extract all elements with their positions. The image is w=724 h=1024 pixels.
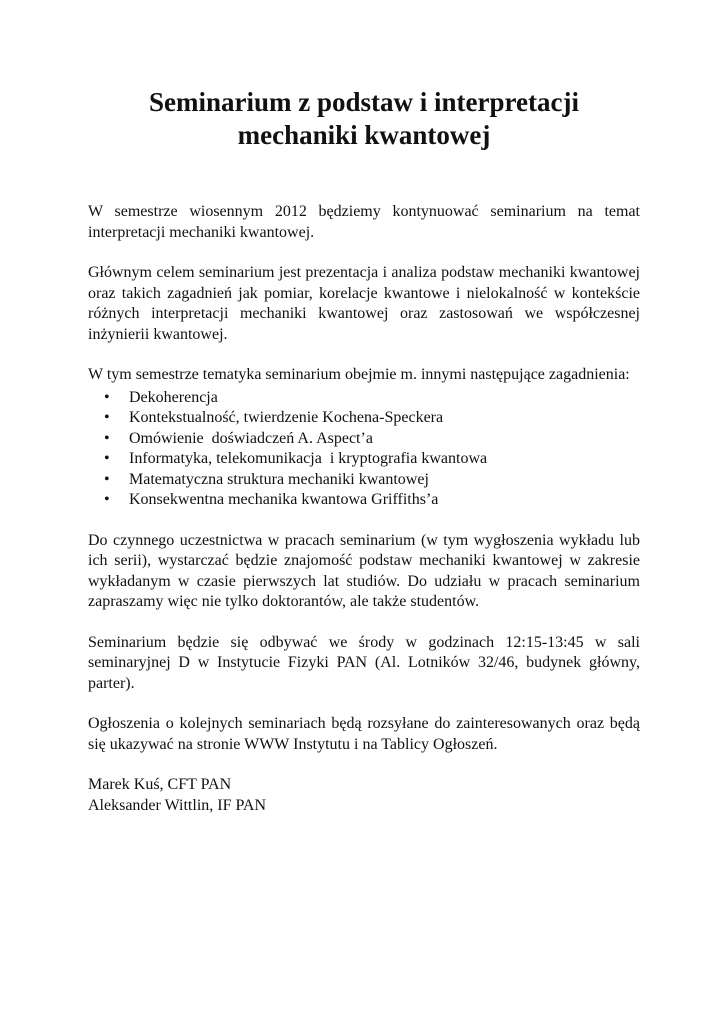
topic-text: Kontekstualność, twierdzenie Kochena-Speckera <box>129 409 444 426</box>
topic-text: Omówienie doświadczeń A. Aspect’a <box>129 429 373 447</box>
topics-list <box>88 388 640 511</box>
bullet-icon: • <box>104 450 110 467</box>
topics-intro-paragraph: W tym semestrze tematyka seminarium obejmie m. innymi następujące zagadnienia: <box>88 366 630 383</box>
signature-line: Aleksander Wittlin, IF PAN <box>88 796 267 814</box>
topic-text: Informatyka, telekomunikacja i kryptografia kwantowa <box>129 450 488 467</box>
participation-paragraph: Do czynnego uczestnictwa w pracach seminarium (w tym wygłoszenia wykładu lub ich serii), wystarczać będzie znajomość podstaw mechaniki kwantowej w zakresie wykładanym w czasie pierwszych lat studiów. Do udziału w pracach seminarium zapraszamy więc nie tylko doktorantów, ale także studentów. <box>88 531 640 610</box>
topic-item <box>88 429 640 450</box>
bullet-icon: • <box>104 388 110 406</box>
title-line-2: mechaniki kwantowej <box>237 120 491 150</box>
topic-text: Dekoherencja <box>129 388 218 406</box>
schedule-paragraph: Seminarium będzie się odbywać we środy w godzinach 12:15-13:45 w sali seminaryjnej D w Instytucie Fizyki PAN (Al. Lotników 32/46, budynek główny, parter). <box>88 633 640 692</box>
topic-item <box>88 470 640 491</box>
document-body <box>88 202 640 816</box>
bullet-icon: • <box>104 429 110 447</box>
bullet-icon: • <box>104 491 110 508</box>
document-page <box>88 86 640 816</box>
signatures <box>88 775 640 816</box>
topic-text: Konsekwentna mechanika kwantowa Griffiths’a <box>129 491 439 508</box>
topic-item <box>88 408 640 429</box>
announcements-paragraph: Ogłoszenia o kolejnych seminariach będą rozsyłane do zainteresowanych oraz będą się ukazywać na stronie WWW Instytutu i na Tablicy Ogłoszeń. <box>88 715 640 753</box>
topic-item <box>88 449 640 470</box>
topic-item <box>88 490 640 511</box>
bullet-icon: • <box>104 409 110 426</box>
topic-item <box>88 388 640 409</box>
document-title <box>88 86 640 152</box>
bullet-icon: • <box>104 470 110 488</box>
goal-paragraph: Głównym celem seminarium jest prezentacja i analiza podstaw mechaniki kwantowej oraz takich zagadnień jak pomiar, korelacje kwantowe i nielokalność w kontekście różnych interpretacji mechaniki kwantowej oraz zastosowań we współczesnej inżynierii kwantowej. <box>88 264 640 343</box>
intro-paragraph: W semestrze wiosennym 2012 będziemy kontynuować seminarium na temat interpretacji mechaniki kwantowej. <box>88 203 640 241</box>
title-line-1: Seminarium z podstaw i interpretacji <box>149 87 579 117</box>
topic-text: Matematyczna struktura mechaniki kwantowej <box>129 470 429 488</box>
signature-line: Marek Kuś, CFT PAN <box>88 776 232 793</box>
